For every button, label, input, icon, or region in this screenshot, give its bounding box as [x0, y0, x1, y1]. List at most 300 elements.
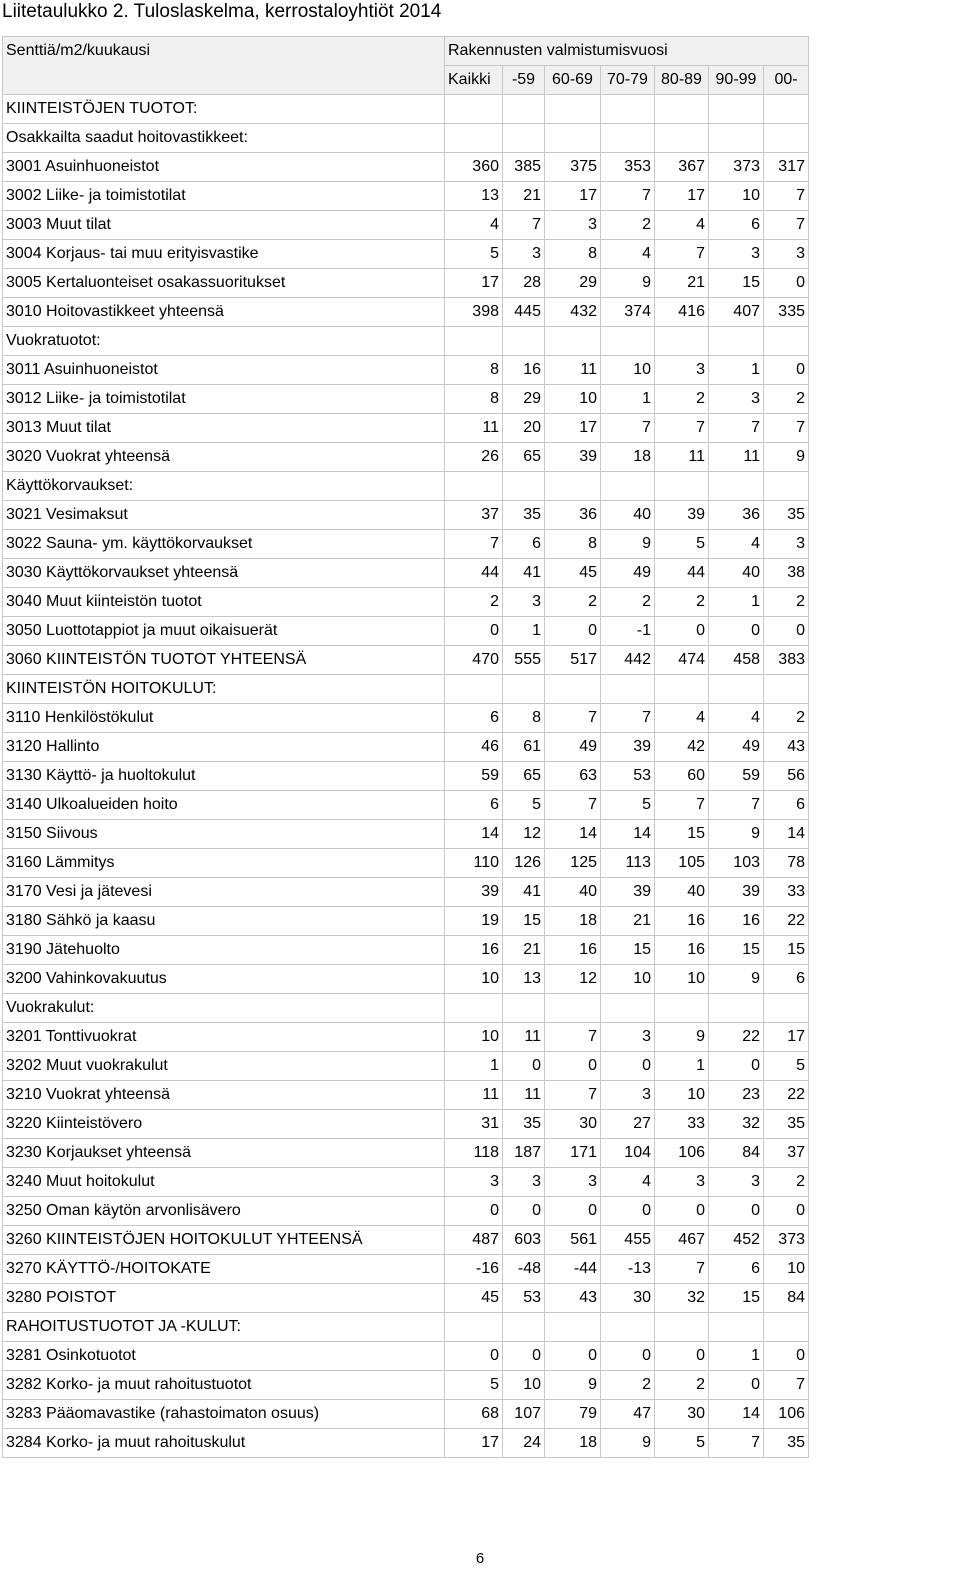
value-cell: 3	[545, 211, 601, 240]
value-cell: 6	[764, 965, 809, 994]
value-cell: 35	[503, 1110, 545, 1139]
value-cell: 11	[545, 356, 601, 385]
value-cell: 7	[601, 414, 655, 443]
row-label: 3230 Korjaukset yhteensä	[3, 1139, 445, 1168]
row-label: 3022 Sauna- ym. käyttökorvaukset	[3, 530, 445, 559]
value-cell: 10	[601, 965, 655, 994]
value-cell: 79	[545, 1400, 601, 1429]
table-row	[3, 1400, 809, 1429]
value-cell: 37	[445, 501, 503, 530]
value-cell: 15	[503, 907, 545, 936]
value-cell: 5	[655, 1429, 709, 1458]
value-cell: 49	[709, 733, 764, 762]
row-label: Käyttökorvaukset:	[3, 472, 445, 501]
row-label: 3240 Muut hoitokulut	[3, 1168, 445, 1197]
value-cell: 4	[601, 1168, 655, 1197]
value-cell: 7	[655, 240, 709, 269]
value-cell: 10	[764, 1255, 809, 1284]
value-cell: 14	[764, 820, 809, 849]
value-cell: 2	[601, 211, 655, 240]
row-label: 3013 Muut tilat	[3, 414, 445, 443]
value-cell: 3	[655, 1168, 709, 1197]
value-cell: 23	[709, 1081, 764, 1110]
table-row	[3, 414, 809, 443]
value-cell: 6	[445, 704, 503, 733]
value-cell	[709, 124, 764, 153]
value-cell: 360	[445, 153, 503, 182]
table-row	[3, 443, 809, 472]
value-cell: 40	[545, 878, 601, 907]
value-cell: 13	[445, 182, 503, 211]
value-cell: 46	[445, 733, 503, 762]
value-cell: 35	[764, 1110, 809, 1139]
value-cell: 2	[655, 1371, 709, 1400]
table-row	[3, 675, 809, 704]
row-label: 3050 Luottotappiot ja muut oikaisuerät	[3, 617, 445, 646]
value-cell	[764, 327, 809, 356]
value-cell: 33	[764, 878, 809, 907]
value-cell: 11	[445, 414, 503, 443]
value-cell: 0	[545, 1052, 601, 1081]
value-cell: 0	[601, 1342, 655, 1371]
table-row	[3, 1197, 809, 1226]
table-row	[3, 936, 809, 965]
table-row	[3, 733, 809, 762]
value-cell	[655, 994, 709, 1023]
row-label: 3040 Muut kiinteistön tuotot	[3, 588, 445, 617]
value-cell: 19	[445, 907, 503, 936]
value-cell: 2	[445, 588, 503, 617]
value-cell: 14	[601, 820, 655, 849]
value-cell	[764, 124, 809, 153]
value-cell: 0	[601, 1197, 655, 1226]
value-cell: 373	[764, 1226, 809, 1255]
value-cell: 9	[545, 1371, 601, 1400]
income-statement-table	[2, 36, 809, 1458]
row-label: 3110 Henkilöstökulut	[3, 704, 445, 733]
value-cell: 60	[655, 762, 709, 791]
value-cell: 4	[655, 704, 709, 733]
row-label: 3202 Muut vuokrakulut	[3, 1052, 445, 1081]
value-cell: 10	[655, 965, 709, 994]
table-row	[3, 820, 809, 849]
value-cell	[655, 1313, 709, 1342]
value-cell: 13	[503, 965, 545, 994]
value-cell	[445, 994, 503, 1023]
value-cell: 30	[655, 1400, 709, 1429]
table-row	[3, 849, 809, 878]
value-cell: 10	[545, 385, 601, 414]
value-cell: 1	[655, 1052, 709, 1081]
value-cell	[601, 675, 655, 704]
value-cell: 398	[445, 298, 503, 327]
value-cell	[601, 124, 655, 153]
value-cell: 38	[764, 559, 809, 588]
table-row	[3, 1023, 809, 1052]
value-cell: 105	[655, 849, 709, 878]
value-cell: 5	[601, 791, 655, 820]
value-cell: 3	[601, 1023, 655, 1052]
value-cell: 7	[655, 791, 709, 820]
row-label: 3020 Vuokrat yhteensä	[3, 443, 445, 472]
value-cell: 14	[545, 820, 601, 849]
value-cell: 603	[503, 1226, 545, 1255]
row-label: 3210 Vuokrat yhteensä	[3, 1081, 445, 1110]
value-cell: 22	[764, 1081, 809, 1110]
value-cell: 11	[503, 1081, 545, 1110]
table-row	[3, 530, 809, 559]
value-cell	[709, 472, 764, 501]
value-cell: 15	[601, 936, 655, 965]
column-header: -59	[503, 66, 545, 95]
value-cell: 16	[503, 356, 545, 385]
value-cell: 16	[545, 936, 601, 965]
value-cell: 17	[445, 269, 503, 298]
value-cell: 0	[445, 617, 503, 646]
value-cell: 15	[764, 936, 809, 965]
row-label: 3003 Muut tilat	[3, 211, 445, 240]
value-cell	[709, 994, 764, 1023]
value-cell: 17	[764, 1023, 809, 1052]
value-cell: 2	[655, 385, 709, 414]
value-cell: 35	[503, 501, 545, 530]
value-cell: 367	[655, 153, 709, 182]
value-cell: 53	[601, 762, 655, 791]
value-cell: -48	[503, 1255, 545, 1284]
value-cell: 5	[655, 530, 709, 559]
value-cell	[601, 994, 655, 1023]
value-cell: 45	[445, 1284, 503, 1313]
value-cell: 407	[709, 298, 764, 327]
value-cell: 0	[503, 1197, 545, 1226]
value-cell: 49	[601, 559, 655, 588]
value-cell: 4	[601, 240, 655, 269]
value-cell: 47	[601, 1400, 655, 1429]
table-row	[3, 588, 809, 617]
value-cell: 107	[503, 1400, 545, 1429]
value-cell: 22	[764, 907, 809, 936]
value-cell: 0	[655, 1197, 709, 1226]
value-cell	[709, 675, 764, 704]
value-cell: 7	[545, 1023, 601, 1052]
value-cell: 2	[601, 588, 655, 617]
value-cell: 555	[503, 646, 545, 675]
value-cell: 42	[655, 733, 709, 762]
value-cell: 16	[445, 936, 503, 965]
value-cell: 2	[764, 1168, 809, 1197]
value-cell: 18	[545, 1429, 601, 1458]
unit-label: Senttiä/m2/kuukausi	[3, 37, 445, 95]
value-cell: 0	[445, 1197, 503, 1226]
value-cell	[655, 472, 709, 501]
value-cell: -44	[545, 1255, 601, 1284]
value-cell: 1	[709, 588, 764, 617]
table-row	[3, 1284, 809, 1313]
value-cell: 6	[709, 211, 764, 240]
column-header: 00-	[764, 66, 809, 95]
value-cell: 15	[709, 269, 764, 298]
value-cell: 383	[764, 646, 809, 675]
value-cell: 5	[445, 240, 503, 269]
value-cell: 455	[601, 1226, 655, 1255]
value-cell	[655, 327, 709, 356]
value-cell: 9	[655, 1023, 709, 1052]
value-cell: 317	[764, 153, 809, 182]
value-cell: 3	[445, 1168, 503, 1197]
value-cell: 8	[545, 530, 601, 559]
value-cell: 104	[601, 1139, 655, 1168]
value-cell	[445, 327, 503, 356]
value-cell: 9	[764, 443, 809, 472]
value-cell: -13	[601, 1255, 655, 1284]
value-cell: 0	[764, 617, 809, 646]
table-row	[3, 878, 809, 907]
value-cell	[601, 327, 655, 356]
table-row	[3, 1429, 809, 1458]
value-cell: 15	[709, 1284, 764, 1313]
value-cell: 16	[709, 907, 764, 936]
value-cell: 17	[545, 414, 601, 443]
table-row	[3, 704, 809, 733]
value-cell: 7	[709, 791, 764, 820]
value-cell: 4	[709, 704, 764, 733]
value-cell: 21	[655, 269, 709, 298]
row-label: 3120 Hallinto	[3, 733, 445, 762]
value-cell: 11	[709, 443, 764, 472]
value-cell: 0	[503, 1342, 545, 1371]
value-cell: 487	[445, 1226, 503, 1255]
value-cell: 40	[601, 501, 655, 530]
value-cell: 385	[503, 153, 545, 182]
value-cell	[503, 994, 545, 1023]
value-cell: 442	[601, 646, 655, 675]
value-cell: 53	[503, 1284, 545, 1313]
table-row	[3, 356, 809, 385]
value-cell: 11	[445, 1081, 503, 1110]
value-cell: 3	[601, 1081, 655, 1110]
row-label: 3021 Vesimaksut	[3, 501, 445, 530]
row-label: 3160 Lämmitys	[3, 849, 445, 878]
value-cell	[709, 327, 764, 356]
value-cell: 5	[445, 1371, 503, 1400]
value-cell: 5	[764, 1052, 809, 1081]
column-header: 80-89	[655, 66, 709, 95]
value-cell: 44	[655, 559, 709, 588]
value-cell	[445, 472, 503, 501]
value-cell: 0	[709, 617, 764, 646]
value-cell: 113	[601, 849, 655, 878]
row-label: 3150 Siivous	[3, 820, 445, 849]
value-cell: 59	[709, 762, 764, 791]
value-cell: 7	[655, 1255, 709, 1284]
row-label: 3190 Jätehuolto	[3, 936, 445, 965]
row-label: 3005 Kertaluonteiset osakassuoritukset	[3, 269, 445, 298]
value-cell: 3	[764, 530, 809, 559]
row-label: Vuokrakulut:	[3, 994, 445, 1023]
table-row	[3, 1371, 809, 1400]
table-row	[3, 994, 809, 1023]
row-label: 3282 Korko- ja muut rahoitustuotot	[3, 1371, 445, 1400]
value-cell: 20	[503, 414, 545, 443]
value-cell: 171	[545, 1139, 601, 1168]
table-row	[3, 1255, 809, 1284]
value-cell: 18	[601, 443, 655, 472]
value-cell: 0	[601, 1052, 655, 1081]
value-cell: 517	[545, 646, 601, 675]
row-label: 3002 Liike- ja toimistotilat	[3, 182, 445, 211]
row-label: 3270 KÄYTTÖ-/HOITOKATE	[3, 1255, 445, 1284]
value-cell: 65	[503, 762, 545, 791]
value-cell	[503, 472, 545, 501]
value-cell	[601, 472, 655, 501]
value-cell: 32	[655, 1284, 709, 1313]
value-cell	[601, 95, 655, 124]
row-label: 3281 Osinkotuotot	[3, 1342, 445, 1371]
value-cell: 18	[545, 907, 601, 936]
value-cell: 374	[601, 298, 655, 327]
value-cell	[601, 1313, 655, 1342]
value-cell: 8	[503, 704, 545, 733]
value-cell	[445, 675, 503, 704]
value-cell: 9	[601, 530, 655, 559]
value-cell: 1	[601, 385, 655, 414]
value-cell: 37	[764, 1139, 809, 1168]
value-cell: 63	[545, 762, 601, 791]
table-row	[3, 182, 809, 211]
value-cell: 7	[655, 414, 709, 443]
value-cell: 1	[709, 1342, 764, 1371]
value-cell: 0	[445, 1342, 503, 1371]
value-cell: 106	[764, 1400, 809, 1429]
value-cell	[545, 95, 601, 124]
value-cell: 65	[503, 443, 545, 472]
value-cell: 0	[545, 617, 601, 646]
value-cell: -16	[445, 1255, 503, 1284]
row-label: 3011 Asuinhuoneistot	[3, 356, 445, 385]
value-cell: 41	[503, 559, 545, 588]
table-row	[3, 472, 809, 501]
value-cell: 9	[601, 269, 655, 298]
table-row	[3, 762, 809, 791]
table-row	[3, 1052, 809, 1081]
table-row	[3, 153, 809, 182]
table-row	[3, 965, 809, 994]
value-cell: 353	[601, 153, 655, 182]
value-cell: 432	[545, 298, 601, 327]
value-cell: 10	[445, 1023, 503, 1052]
page-number: 6	[475, 1550, 485, 1567]
value-cell: 3	[764, 240, 809, 269]
value-cell: 3	[655, 356, 709, 385]
value-cell: 7	[545, 1081, 601, 1110]
value-cell: 0	[545, 1197, 601, 1226]
row-label: 3283 Pääomavastike (rahastoimaton osuus)	[3, 1400, 445, 1429]
value-cell: 0	[655, 1342, 709, 1371]
row-label: 3250 Oman käytön arvonlisävero	[3, 1197, 445, 1226]
value-cell: 7	[545, 704, 601, 733]
column-header: 70-79	[601, 66, 655, 95]
table-row	[3, 791, 809, 820]
table-row	[3, 617, 809, 646]
value-cell	[764, 1313, 809, 1342]
value-cell: 8	[445, 385, 503, 414]
column-header: 90-99	[709, 66, 764, 95]
row-label: 3001 Asuinhuoneistot	[3, 153, 445, 182]
value-cell	[445, 95, 503, 124]
value-cell: 15	[709, 936, 764, 965]
row-label: 3060 KIINTEISTÖN TUOTOT YHTEENSÄ	[3, 646, 445, 675]
value-cell: 110	[445, 849, 503, 878]
value-cell: 44	[445, 559, 503, 588]
value-cell: 43	[764, 733, 809, 762]
value-cell: 39	[601, 878, 655, 907]
value-cell: 375	[545, 153, 601, 182]
value-cell: -1	[601, 617, 655, 646]
value-cell: 29	[503, 385, 545, 414]
value-cell: 36	[709, 501, 764, 530]
value-cell: 24	[503, 1429, 545, 1458]
value-cell: 2	[764, 704, 809, 733]
value-cell: 39	[601, 733, 655, 762]
value-cell: 0	[709, 1052, 764, 1081]
table-row	[3, 646, 809, 675]
table-row	[3, 559, 809, 588]
value-cell: 125	[545, 849, 601, 878]
value-cell: 31	[445, 1110, 503, 1139]
value-cell: 2	[655, 588, 709, 617]
value-cell: 15	[655, 820, 709, 849]
value-cell	[545, 675, 601, 704]
table-row	[3, 327, 809, 356]
value-cell: 445	[503, 298, 545, 327]
value-cell: 14	[709, 1400, 764, 1429]
group-header: Rakennusten valmistumisvuosi	[445, 37, 809, 66]
row-label: KIINTEISTÖN HOITOKULUT:	[3, 675, 445, 704]
value-cell: 10	[709, 182, 764, 211]
value-cell: 11	[503, 1023, 545, 1052]
row-label: 3180 Sähkö ja kaasu	[3, 907, 445, 936]
value-cell: 2	[764, 588, 809, 617]
value-cell: 10	[503, 1371, 545, 1400]
value-cell: 335	[764, 298, 809, 327]
value-cell: 474	[655, 646, 709, 675]
value-cell: 17	[445, 1429, 503, 1458]
value-cell: 3	[503, 240, 545, 269]
value-cell: 36	[545, 501, 601, 530]
value-cell: 3	[503, 1168, 545, 1197]
value-cell: 7	[764, 211, 809, 240]
value-cell: 12	[545, 965, 601, 994]
table-row	[3, 1313, 809, 1342]
value-cell: 30	[601, 1284, 655, 1313]
row-label: 3170 Vesi ja jätevesi	[3, 878, 445, 907]
value-cell: 21	[601, 907, 655, 936]
value-cell: 7	[764, 182, 809, 211]
column-header: Kaikki	[445, 66, 503, 95]
value-cell: 0	[545, 1342, 601, 1371]
value-cell: 2	[545, 588, 601, 617]
value-cell: 21	[503, 182, 545, 211]
table-body	[3, 37, 809, 1458]
value-cell: 452	[709, 1226, 764, 1255]
value-cell: 126	[503, 849, 545, 878]
value-cell	[445, 124, 503, 153]
row-label: KIINTEISTÖJEN TUOTOT:	[3, 95, 445, 124]
value-cell	[655, 95, 709, 124]
value-cell	[445, 1313, 503, 1342]
value-cell: 12	[503, 820, 545, 849]
value-cell: 6	[445, 791, 503, 820]
